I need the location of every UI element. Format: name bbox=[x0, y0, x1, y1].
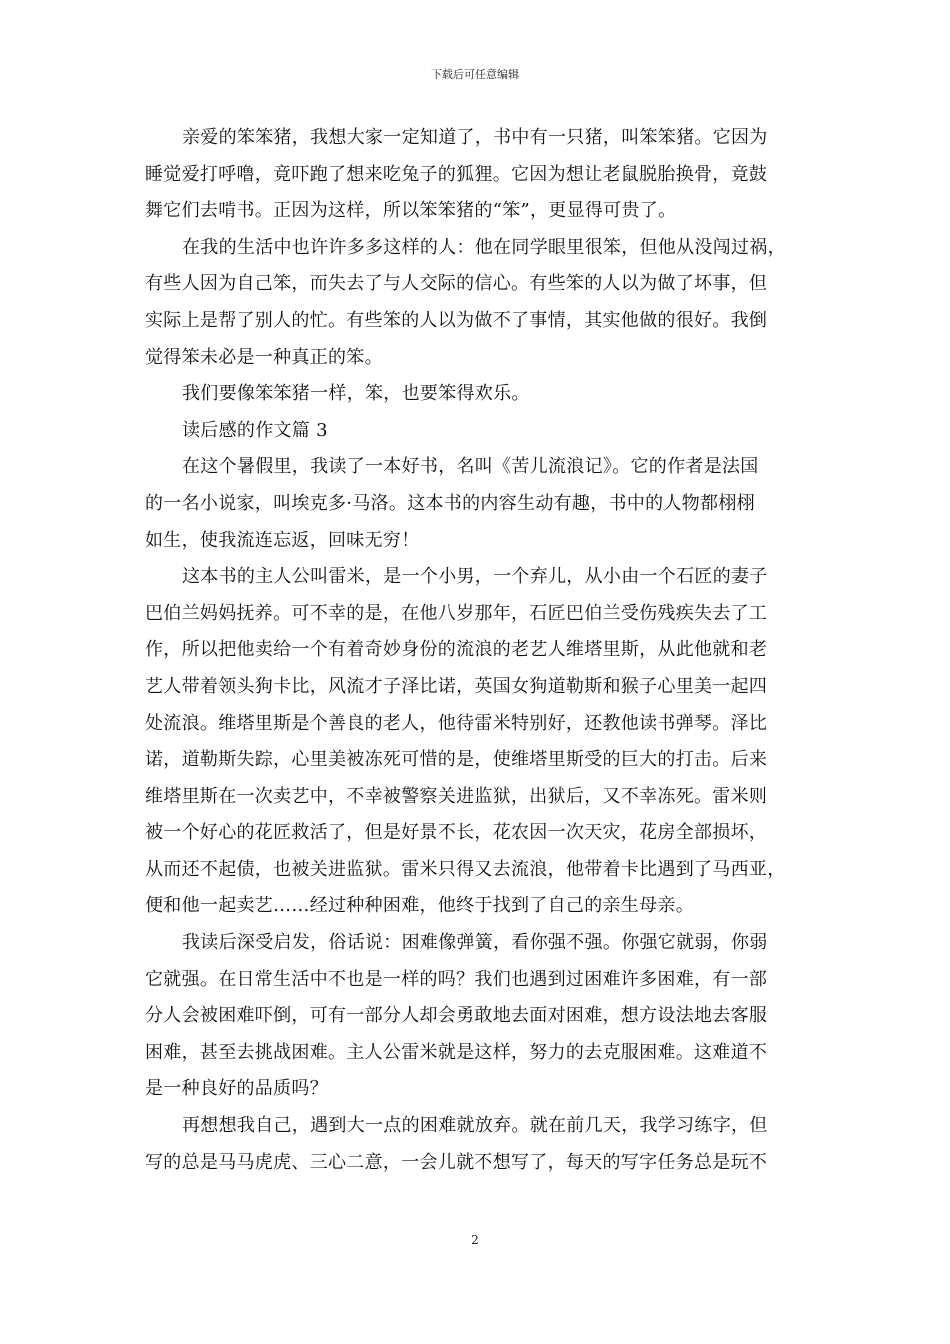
text-line: 实际上是帮了别人的忙。有些笨的人以为做不了事情，其实他做的很好。我倒 bbox=[145, 309, 768, 331]
text-line: 维塔里斯在一次卖艺中，不幸被警察关进监狱，出狱后，又不幸冻死。雷米则 bbox=[145, 785, 768, 807]
text-line: 困难，甚至去挑战困难。主人公雷米就是这样，努力的去克服困难。这难道不 bbox=[145, 1041, 768, 1063]
text-line: 的一名小说家，叫埃克多·马洛。这本书的内容生动有趣，书中的人物都栩栩 bbox=[145, 492, 755, 514]
text-line: 这本书的主人公叫雷米，是一个小男，一个弃儿，从小由一个石匠的妻子 bbox=[182, 566, 768, 588]
text-line: 如生，使我流连忘返，回味无穷！ bbox=[145, 529, 420, 551]
text-line: 舞它们去啃书。正因为这样，所以笨笨猪的“笨”，更显得可贵了。 bbox=[145, 200, 677, 222]
text-line: 在这个暑假里，我读了一本好书，名叫《苦儿流浪记》。它的作者是法国 bbox=[182, 456, 759, 478]
text-line: 诺，道勒斯失踪，心里美被冻死可惜的是，使维塔里斯受的巨大的打击。后来 bbox=[145, 749, 768, 771]
paragraph bbox=[145, 559, 813, 925]
text-line: 我读后深受启发，俗话说：困难像弹簧，看你强不强。你强它就弱，你弱 bbox=[182, 932, 768, 954]
text-line: 写的总是马马虎虎、三心二意，一会儿就不想写了，每天的写字任务总是玩不 bbox=[145, 1151, 768, 1173]
text-line: 读后感的作文篇 3 bbox=[182, 419, 328, 441]
text-line: 作，所以把他卖给一个有着奇妙身份的流浪的老艺人维塔里斯，从此他就和老 bbox=[145, 639, 768, 661]
text-line: 分人会被困难吓倒，可有一部分人却会勇敢地去面对困难，想方设法地去客服 bbox=[145, 1005, 768, 1027]
text-line: 再想想我自己，遇到大一点的困难就放弃。就在前几天，我学习练字，但 bbox=[182, 1115, 768, 1137]
text-line: 从而还不起债，也被关进监狱。雷米只得又去流浪，他带着卡比遇到了马西亚， bbox=[145, 858, 786, 880]
text-line: 巴伯兰妈妈抚养。可不幸的是，在他八岁那年，石匠巴伯兰受伤残疾失去了工 bbox=[145, 602, 768, 624]
section-heading bbox=[145, 413, 813, 450]
document-body bbox=[145, 120, 813, 1181]
paragraph bbox=[145, 376, 813, 413]
text-line: 艺人带着领头狗卡比，风流才子泽比诺，英国女狗道勒斯和猴子心里美一起四 bbox=[145, 675, 768, 697]
paragraph bbox=[145, 925, 813, 1108]
text-line: 亲爱的笨笨猪，我想大家一定知道了，书中有一只猪，叫笨笨猪。它因为 bbox=[182, 127, 768, 148]
text-line: 有些人因为自己笨，而失去了与人交际的信心。有些笨的人以为做了坏事，但 bbox=[145, 273, 768, 295]
paragraph bbox=[145, 120, 813, 230]
paragraph bbox=[145, 449, 813, 559]
page-header: 下载后可任意编辑 bbox=[431, 68, 519, 81]
text-line: 在我的生活中也许许多多这样的人：他在同学眼里很笨，但他从没闯过祸， bbox=[182, 236, 786, 258]
text-line: 我们要像笨笨猪一样，笨，也要笨得欢乐。 bbox=[182, 383, 530, 405]
text-line: 处流浪。维塔里斯是个善良的老人，他待雷米特别好，还教他读书弹琴。泽比 bbox=[145, 712, 768, 734]
page-number: 2 bbox=[471, 1233, 479, 1247]
text-line: 睡觉爱打呼噜，竟吓跑了想来吃兔子的狐狸。它因为想让老鼠脱胎换骨，竟鼓 bbox=[145, 163, 768, 185]
text-line: 觉得笨未必是一种真正的笨。 bbox=[145, 346, 383, 368]
text-line: 它就强。在日常生活中不也是一样的吗？我们也遇到过困难许多困难，有一部 bbox=[145, 968, 768, 990]
text-line: 被一个好心的花匠救活了，但是好景不长，花农因一次天灾，花房全部损坏， bbox=[145, 822, 768, 844]
paragraph bbox=[145, 230, 813, 376]
paragraph bbox=[145, 1108, 813, 1181]
text-line: 是一种良好的品质吗？ bbox=[145, 1078, 328, 1100]
text-line: 便和他一起卖艺……经过种种困难，他终于找到了自己的亲生母亲。 bbox=[145, 895, 694, 917]
